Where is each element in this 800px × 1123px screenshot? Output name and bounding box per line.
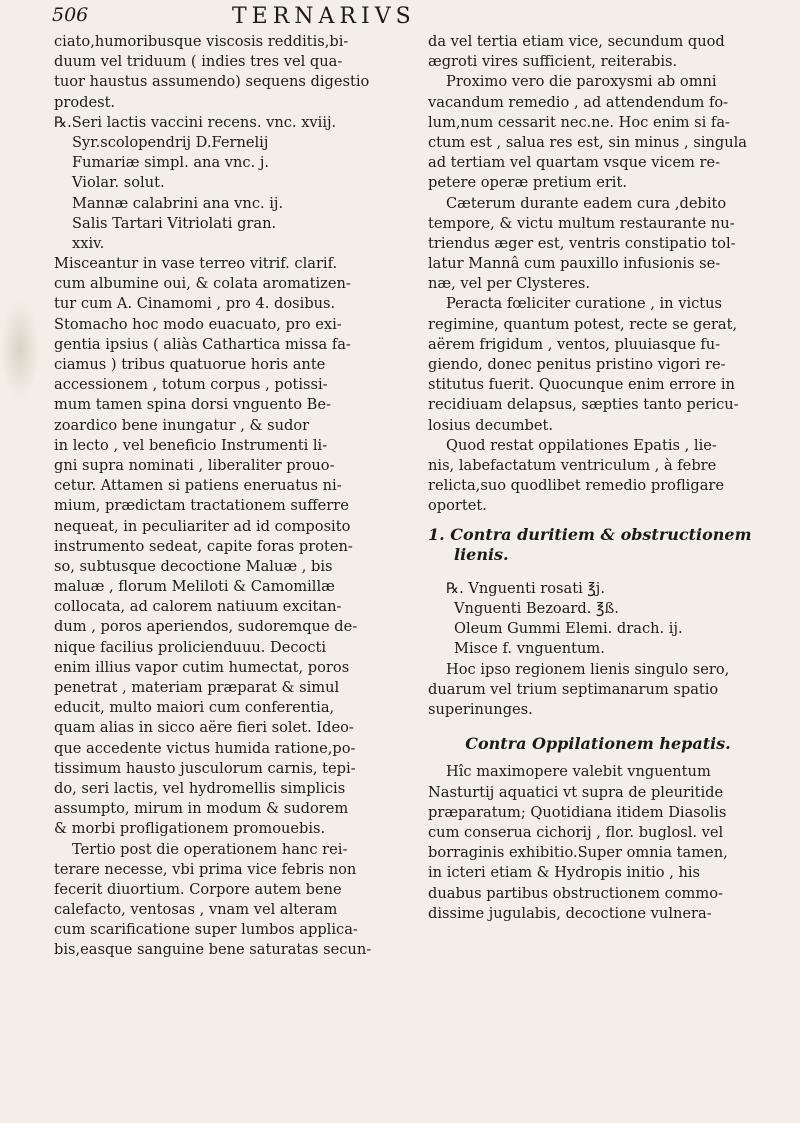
text-line: lum,num cessarit nec.ne. Hoc enim si fa- [428, 113, 730, 131]
text-line: so, subtusque decoctione Maluæ , bis [54, 557, 333, 575]
text-line: latur Mannâ cum pauxillo infusionis se- [428, 255, 721, 273]
text-line: Stomacho hoc modo euacuato, pro exi- [54, 315, 342, 333]
text-line: oportet. [428, 497, 487, 515]
text-line: ℞. Vnguenti rosati ℥j. [446, 579, 605, 597]
text-line: calefacto, ventosas , vnam vel alteram [54, 901, 338, 919]
text-line: petere operæ pretium erit. [428, 174, 627, 192]
text-line: assumpto, mirum in modum & sudorem [54, 800, 349, 818]
text-line: que accedente victus humida ratione,po- [54, 739, 356, 757]
text-line: triendus æger est, ventris constipatio tol- [428, 234, 736, 252]
left-column [54, 32, 399, 961]
text-line: Misce f. vnguentum. [454, 640, 605, 658]
text-line: relicta,suo quodlibet remedio profligare [428, 477, 725, 495]
text-line: do, seri lactis, vel hydromellis simplicis [54, 779, 346, 797]
text-line: Tertio post die operationem hanc rei- [72, 840, 348, 858]
text-line: cum albumine oui, & colata aromatizen- [54, 275, 351, 293]
section-heading-lienis: 1. Contra duritiem & obstructionem [428, 524, 752, 544]
text-line: Salis Tartari Vitriolati gran. [72, 214, 277, 232]
text-line: instrumento sedeat, capite foras proten- [54, 537, 353, 555]
text-line: Violar. solut. [72, 174, 165, 192]
text-line: cum conserua cichorij , flor. buglosl. vel [428, 823, 724, 841]
right-column-text-a [428, 32, 768, 517]
text-line: ciato,humoribusque viscosis redditis,bi- [54, 33, 349, 50]
text-line: Vnguenti Bezoard. ℥ß. [454, 600, 619, 618]
right-column-text-b [428, 579, 768, 720]
text-line: recidiuam delapsus, sæpties tanto pericu- [428, 396, 739, 414]
text-line: stitutus fuerit. Quocunque enim errore in [428, 376, 735, 394]
text-line: bis,easque sanguine bene saturatas secun- [54, 941, 372, 959]
text-line: gentia ipsius ( aliàs Cathartica missa fa- [54, 335, 351, 353]
text-line: borraginis exhibitio.Super omnia tamen, [428, 844, 728, 862]
page-number: 506 [52, 4, 89, 26]
text-line: mium, prædictam tractationem sufferre [54, 497, 349, 515]
text-line: da vel tertia etiam vice, secundum quod [428, 33, 725, 50]
text-line: dissime jugulabis, decoctione vulnera- [428, 904, 712, 922]
text-line: fecerit diuortium. Corpore autem bene [54, 880, 342, 898]
text-line: duum vel triduum ( indies tres vel qua- [54, 53, 343, 71]
text-line: ciamus ) tribus quatuorue horis ante [54, 356, 326, 373]
text-line: nequeat, in peculiariter ad id composito [54, 517, 351, 535]
text-line: aërem frigidum , ventos, pluuiasque fu- [428, 335, 721, 353]
text-line: Quod restat oppilationes Epatis , lie- [446, 436, 717, 454]
text-line: cum scarificatione super lumbos applica- [54, 921, 358, 939]
text-line: Proximo vero die paroxysmi ab omni [446, 73, 717, 91]
paper-stain [0, 300, 40, 400]
text-line: tuor haustus assumendo) sequens digestio [54, 73, 370, 91]
text-line: vacandum remedio , ad attendendum fo- [428, 93, 729, 111]
text-line: nique facilius prolicienduuu. Decocti [54, 638, 327, 656]
text-line: duabus partibus obstructionem commo- [428, 884, 723, 902]
text-line: mum tamen spina dorsi vnguento Be- [54, 396, 331, 414]
text-line: accessionem , totum corpus , potissi- [54, 376, 328, 394]
text-line: xxiv. [72, 234, 105, 252]
text-line: superinunges. [428, 701, 533, 718]
text-line: collocata, ad calorem natiuum excitan- [54, 598, 342, 616]
text-line: Fumariæ simpl. ana vnc. j. [72, 154, 270, 172]
text-line: Hoc ipso regionem lienis singulo sero, [446, 660, 730, 678]
text-line: penetrat , materiam præparat & simul [54, 679, 340, 696]
text-line: næ, vel per Clysteres. [428, 275, 590, 293]
text-line: zoardico bene inungatur , & sudor [54, 416, 310, 434]
page-header [52, 4, 770, 34]
text-line: cetur. Attamen si patiens eneruatus ni- [54, 477, 342, 495]
text-line: Syr.scolopendrij D.Fernelij [72, 133, 269, 151]
text-line: & morbi profligationem promouebis. [54, 820, 326, 838]
text-line: ℞.Seri lactis vaccini recens. vnc. xviij. [54, 113, 337, 131]
text-line: in lecto , vel beneficio Instrumenti li- [54, 436, 328, 454]
text-line: gni supra nominati , liberaliter prouo- [54, 456, 335, 474]
text-line: Peracta fœliciter curatione , in victus [446, 295, 723, 313]
text-line: dum , poros aperiendos, sudoremque de- [54, 618, 358, 636]
right-column [428, 32, 768, 924]
text-line: nis, labefactatum ventriculum , à febre [428, 456, 717, 474]
section-heading-hepatis: Contra Oppilationem hepatis. [465, 734, 731, 754]
text-line: losius decumbet. [428, 416, 554, 434]
text-line: terare necesse, vbi prima vice febris non [54, 860, 357, 878]
section-heading-lienis-cont: lienis. [454, 544, 509, 564]
text-line: ad tertiam vel quartam vsque vicem re- [428, 154, 721, 172]
text-line: prodest. [54, 93, 116, 111]
text-line: in icteri etiam & Hydropis initio , his [428, 864, 701, 882]
text-line: tissimum hausto jusculorum carnis, tepi- [54, 759, 356, 777]
text-line: Hîc maximopere valebit vnguentum [446, 763, 711, 781]
text-line: duarum vel trium septimanarum spatio [428, 680, 719, 698]
text-line: Cæterum durante eadem cura ,debito [446, 194, 727, 212]
text-line: tempore, & victu multum restaurante nu- [428, 214, 735, 232]
text-line: præparatum; Quotidiana itidem Diasolis [428, 803, 727, 821]
text-line: Nasturtij aquatici vt supra de pleuritide [428, 783, 724, 801]
text-line: quam alias in sicco aëre fieri solet. Ideo- [54, 719, 354, 737]
text-line: regimine, quantum potest, recte se gerat, [428, 315, 738, 333]
text-line: Oleum Gummi Elemi. drach. ij. [454, 620, 683, 638]
text-line: ægroti vires sufficient, reiterabis. [428, 53, 678, 71]
text-line: Misceantur in vase terreo vitrif. clarif. [54, 255, 338, 273]
text-line: Mannæ calabrini ana vnc. ij. [72, 194, 284, 212]
text-line: educit, multo maiori cum conferentia, [54, 699, 335, 717]
text-line: enim illius vapor cutim humectat, poros [54, 658, 350, 676]
right-column-text-c [428, 762, 768, 924]
text-line: giendo, donec penitus pristino vigori re- [428, 356, 726, 373]
text-line: ctum est , salua res est, sin minus , singula [428, 133, 747, 151]
text-line: tur cum A. Cinamomi , pro 4. dosibus. [54, 295, 336, 313]
text-line: maluæ , florum Meliloti & Camomillæ [54, 578, 335, 596]
running-title: TERNARIVS [232, 4, 416, 29]
